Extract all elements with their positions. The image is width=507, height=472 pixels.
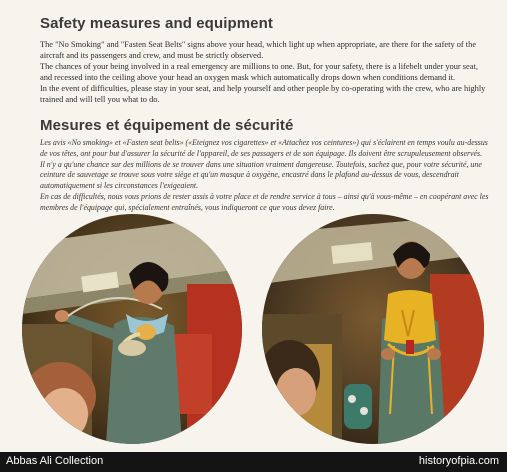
- oxygen-mask-demo-photo: [22, 214, 242, 444]
- collection-credit: Abbas Ali Collection: [6, 455, 104, 467]
- english-heading: Safety measures and equipment: [40, 15, 273, 32]
- french-paragraph: En cas de difficultés, nous vous prions de rester assis à votre place et de rendre service à tous – ainsi qu'à vous-même – en coopérant avec les membres de l'équipage qui, spécialement entraînés, vous indiqueront ce que vous devez faire.: [40, 191, 489, 212]
- english-paragraph: In the event of difficulties, please stay in your seat, and help yourself and other people by co-operating with the crew, who are highly trained and will tell you what to do.: [40, 84, 486, 104]
- oxygen-mask-demo-illustration: [22, 214, 242, 444]
- footer-bar: [0, 452, 507, 472]
- source-website: historyofpia.com: [418, 455, 499, 467]
- english-paragraph: The "No Smoking" and "Fasten Seat Belts" signs above your head, which light up when appropriate, are there for the safety of the aircraft and its passengers and crew, and must be strictly observed.: [40, 40, 477, 60]
- lifejacket-demo-photo: [262, 214, 484, 444]
- english-body: [40, 39, 492, 105]
- french-heading: Mesures et équipement de sécurité: [40, 117, 294, 134]
- french-paragraph: Il n'y a qu'une chance sur des millions de se trouver dans une situation vraiment dangereuse. Toutefois, sachez que, pour votre sécurité, une ceinture de sauvetage se trouve sous votre siège et qu'un masque à oxygène, encastré dans le plafond au-dessus de vous, descendrait automatiquement si les circonstances l'exigeaient.: [40, 159, 482, 191]
- french-paragraph: Les avis «No smoking» et «Fasten seat belts» («Eteignez vos cigarettes» et «Attachez vos ceintures») qui s'éclairent en temps voulu au-dessus de vos têtes, ont pour but d'assurer la sécurité de l'appareil, de ses passagers et de son équipage. Ils doivent être scrupuleusement observés.: [40, 138, 488, 158]
- english-paragraph: The chances of your being involved in a real emergency are millions to one. But, for your safety, there is a lifebelt under your seat, and recessed into the ceiling above your head an oxygen mask which automatically drops down when conditions demand it.: [40, 62, 478, 82]
- french-body: [40, 138, 492, 214]
- lifejacket-demo-illustration: [262, 214, 484, 444]
